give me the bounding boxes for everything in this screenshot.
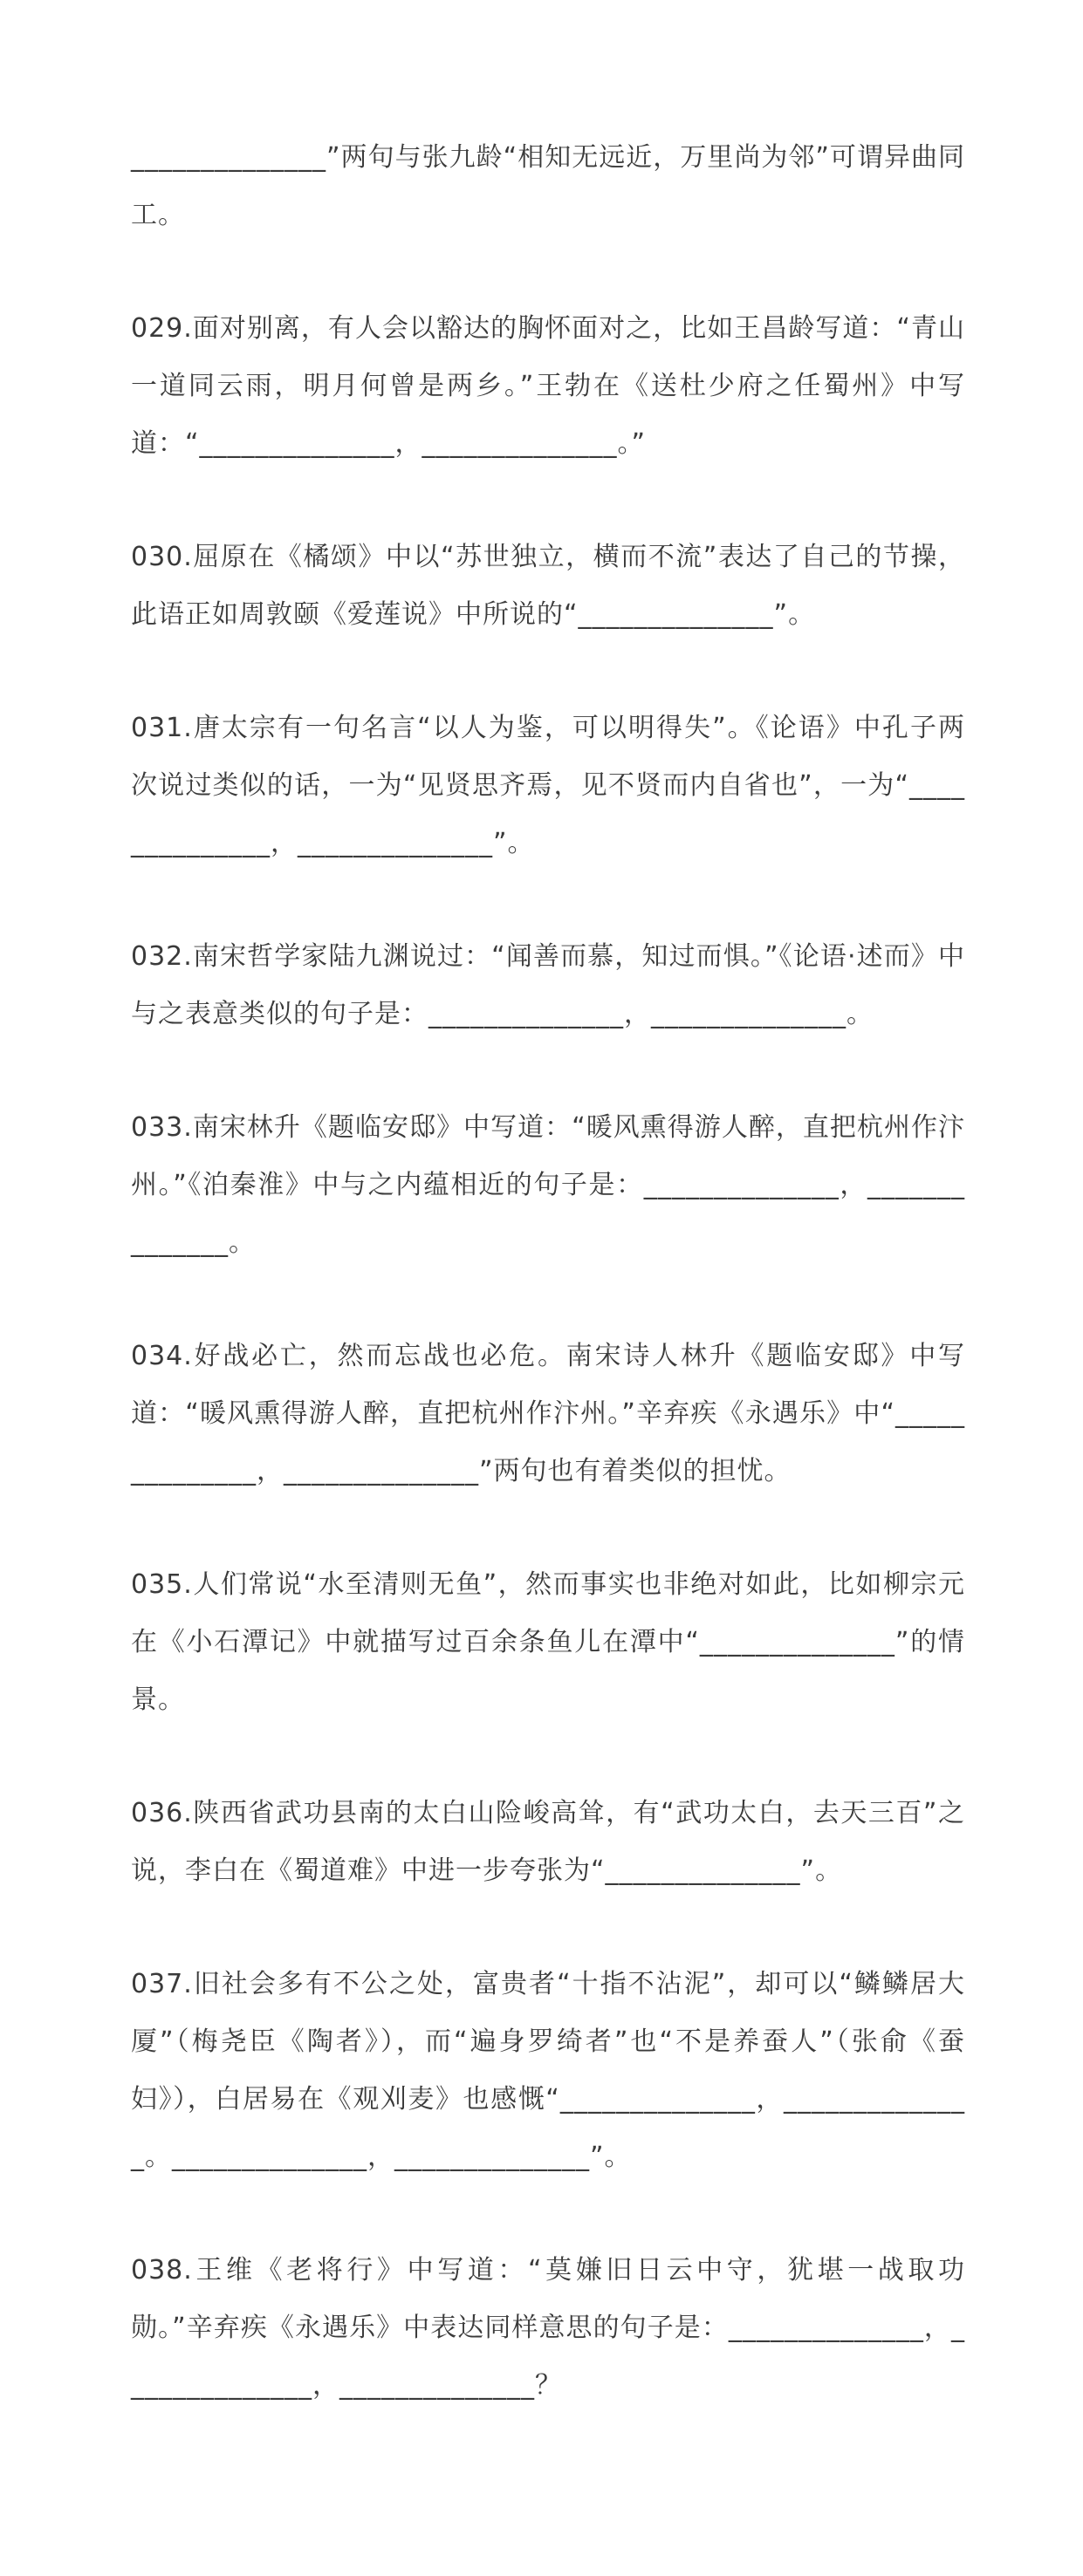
question-031: 031.唐太宗有一句名言“以人为鉴，可以明得失”。《论语》中孔子两次说过类似的话，一为“见贤思齐焉，见不贤而内自省也”，一为“______________，______________”。 bbox=[131, 713, 965, 858]
document-page bbox=[131, 129, 965, 2470]
question-034: 034.好战必亡，然而忘战也必危。南宋诗人林升《题临安邸》中写道：“暖风熏得游人醉，直把杭州作汴州。”辛弃疾《永遇乐》中“______________，______________”两句也有着类似的担忧。 bbox=[131, 1341, 965, 1486]
question-030: 030.屈原在《橘颂》中以“苏世独立，横而不流”表达了自己的节操，此语正如周敦颐《爱莲说》中所说的“______________”。 bbox=[131, 542, 965, 630]
question-038: 038.王维《老将行》中写道：“莫嫌旧日云中守，犹堪一战取功勋。”辛弃疾《永遇乐》中表达同样意思的句子是：______________，______________，______________？ bbox=[131, 2255, 965, 2401]
question-035: 035.人们常说“水至清则无鱼”，然而事实也非绝对如此，比如柳宗元在《小石潭记》中就描写过百余条鱼儿在潭中“______________”的情景。 bbox=[131, 1569, 965, 1715]
question-032: 032.南宋哲学家陆九渊说过：“闻善而慕，知过而惧。”《论语·述而》中与之表意类似的句子是：______________，______________。 bbox=[131, 941, 965, 1029]
question-033: 033.南宋林升《题临安邸》中写道：“暖风熏得游人醉，直把杭州作汴州。”《泊秦淮》中与之内蕴相近的句子是：______________，______________。 bbox=[131, 1112, 965, 1258]
question-037: 037.旧社会多有不公之处，富贵者“十指不沾泥”，却可以“鳞鳞居大厦”（梅尧臣《陶者》），而“遍身罗绮者”也“不是养蚕人”（张俞《蚕妇》），白居易在《观刈麦》也感慨“______________，______________。______________，______________”。 bbox=[131, 1969, 965, 2172]
paragraph-028-continuation: ______________”两句与张九龄“相知无远近，万里尚为邻”可谓异曲同工。 bbox=[131, 142, 965, 230]
question-029: 029.面对别离，有人会以豁达的胸怀面对之，比如王昌龄写道：“青山一道同云雨，明月何曾是两乡。”王勃在《送杜少府之任蜀州》中写道：“______________，______________。” bbox=[131, 313, 965, 459]
question-036: 036.陕西省武功县南的太白山险峻高耸，有“武功太白，去天三百”之说，李白在《蜀道难》中进一步夸张为“______________”。 bbox=[131, 1798, 965, 1886]
